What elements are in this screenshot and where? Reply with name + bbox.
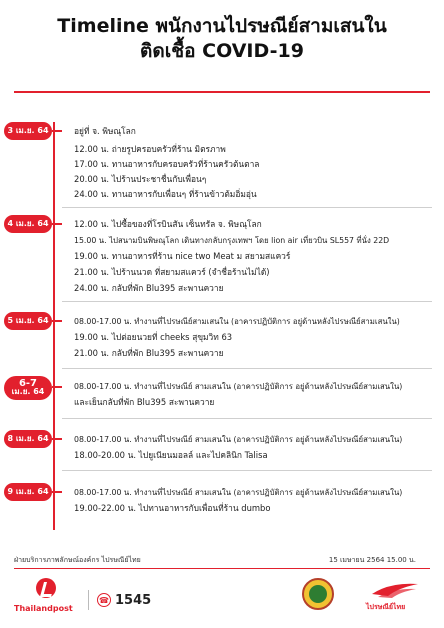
date-badge: 4 เม.ย. 64 xyxy=(4,215,52,233)
timeline-entry: 21.00 น. กลับที่พัก Blu395 สะพานควาย xyxy=(74,348,224,358)
date-badge-month: เม.ย. 64 xyxy=(11,387,45,396)
timeline-entry: 19.00 น. ทานอาหารที่ร้าน nice two Meat ม สยามสแควร์ xyxy=(74,251,291,261)
section-divider xyxy=(62,301,432,302)
date-badge: 5 เม.ย. 64 xyxy=(4,312,52,330)
title-line-1: Timeline พนักงานไปรษณีย์สามเสนใน xyxy=(57,15,387,37)
thailandpost-mark-icon xyxy=(36,578,56,598)
timeline-connector xyxy=(52,320,62,322)
phone-icon: ☎ xyxy=(97,593,111,607)
timeline-connector xyxy=(52,438,62,440)
timeline-entry: 08.00-17.00 น. ทำงานที่ไปรษณีย์ สามเสนใน (อาคารปฏิบัติการ อยู่ด้านหลังไปรษณีย์สามเสนใน) xyxy=(74,382,403,391)
royal-seal-icon xyxy=(300,578,336,618)
footer-timestamp: 15 เมษายน 2564 15.00 น. xyxy=(328,556,416,564)
timeline-entry: 17.00 น. ทานอาหารกับครอบครัวที่ร้านครัวต้นตาล xyxy=(74,159,260,169)
section-divider xyxy=(62,207,432,208)
hotline xyxy=(88,590,151,610)
timeline-entry: 21.00 น. ไปร้านนวด ที่สยามสแควร์ (จำชื่อร้านไม่ได้) xyxy=(74,267,270,277)
timeline-entry: 24.00 น. กลับที่พัก Blu395 สะพานควาย xyxy=(74,283,224,293)
timeline-entry: 19.00-22.00 น. ไปทานอาหารกับเพื่อนที่ร้าน dumbo xyxy=(74,503,271,513)
footer-divider xyxy=(14,568,430,569)
timeline-connector xyxy=(52,386,62,388)
title-line-2: ติดเชื้อ COVID-19 xyxy=(140,40,304,62)
timeline-entry: 08.00-17.00 น. ทำงานที่ไปรษณีย์ สามเสนใน (อาคารปฏิบัติการ อยู่ด้านหลังไปรษณีย์สามเสนใน) xyxy=(74,435,403,444)
thaipost-logo-text: ไปรษณีย์ไทย xyxy=(366,603,406,611)
timeline-entry: 20.00 น. ไปร้านประชาชื่นกับเพื่อนๆ xyxy=(74,174,207,184)
timeline-entry: 24.00 น. ทานอาหารกับเพื่อนๆ ที่ร้านข้าวต้มอิ่มอุ่น xyxy=(74,189,257,199)
section-divider xyxy=(62,368,432,369)
timeline-entry: อยู่ที่ จ. พิษณุโลก xyxy=(74,126,136,136)
section-divider xyxy=(62,470,432,471)
date-badge: 9 เม.ย. 64 xyxy=(4,483,52,501)
timeline-entry: 08.00-17.00 น. ทำงานที่ไปรษณีย์สามเสนใน (อาคารปฏิบัติการ อยู่ด้านหลังไปรษณีย์สามเสนใน) xyxy=(74,317,400,326)
footer-department: ฝ่ายบริการภาพลักษณ์องค์กร ไปรษณีย์ไทย xyxy=(14,556,141,564)
timeline-entry: 15.00 น. ไปสนามบินพิษณุโลก เดินทางกลับกรุงเทพฯ โดย lion air เที่ยวบิน SL557 ที่นั่ง 22D xyxy=(74,236,390,245)
timeline-entry: 12.00 น. ถ่ายรูปครอบครัวที่ร้าน มิตรภาพ xyxy=(74,144,226,154)
brand-name: Thailandpost xyxy=(14,604,73,613)
page-title xyxy=(0,14,444,64)
footer-vertical-divider xyxy=(88,590,89,610)
timeline-spine xyxy=(53,122,55,530)
timeline-entry: และเย็นกลับที่พัก Blu395 สะพานควาย xyxy=(74,397,215,407)
timeline-connector xyxy=(52,130,62,132)
section-divider xyxy=(62,418,432,419)
timeline-entry: 18.00-20.00 น. ไปยูเนียนมอลล์ และไปคลินิก Talisa xyxy=(74,450,268,460)
timeline-entry: 19.00 น. ไปต่อยนวยที่ cheeks สุขุมวิท 63 xyxy=(74,332,233,342)
date-badge-days: 6-7 xyxy=(18,378,38,389)
seal-center xyxy=(309,585,327,603)
wing-logo-icon xyxy=(370,580,420,598)
timeline-connector xyxy=(52,491,62,493)
hotline-number: 1545 xyxy=(115,592,152,608)
date-badge: 8 เม.ย. 64 xyxy=(4,430,52,448)
date-badge: 3 เม.ย. 64 xyxy=(4,122,52,140)
thaipost-wing-logo xyxy=(360,580,430,620)
timeline-connector xyxy=(52,223,62,225)
timeline-entry: 12.00 น. ไปซื้อของที่โรบินสัน เซ็นทรัล จ. พิษณุโลก xyxy=(74,219,262,229)
title-divider xyxy=(14,91,430,93)
timeline-entry: 08.00-17.00 น. ทำงานที่ไปรษณีย์ สามเสนใน (อาคารปฏิบัติการ อยู่ด้านหลังไปรษณีย์สามเสนใน) xyxy=(74,488,403,497)
thailandpost-logo xyxy=(14,578,74,618)
date-badge xyxy=(4,376,52,400)
